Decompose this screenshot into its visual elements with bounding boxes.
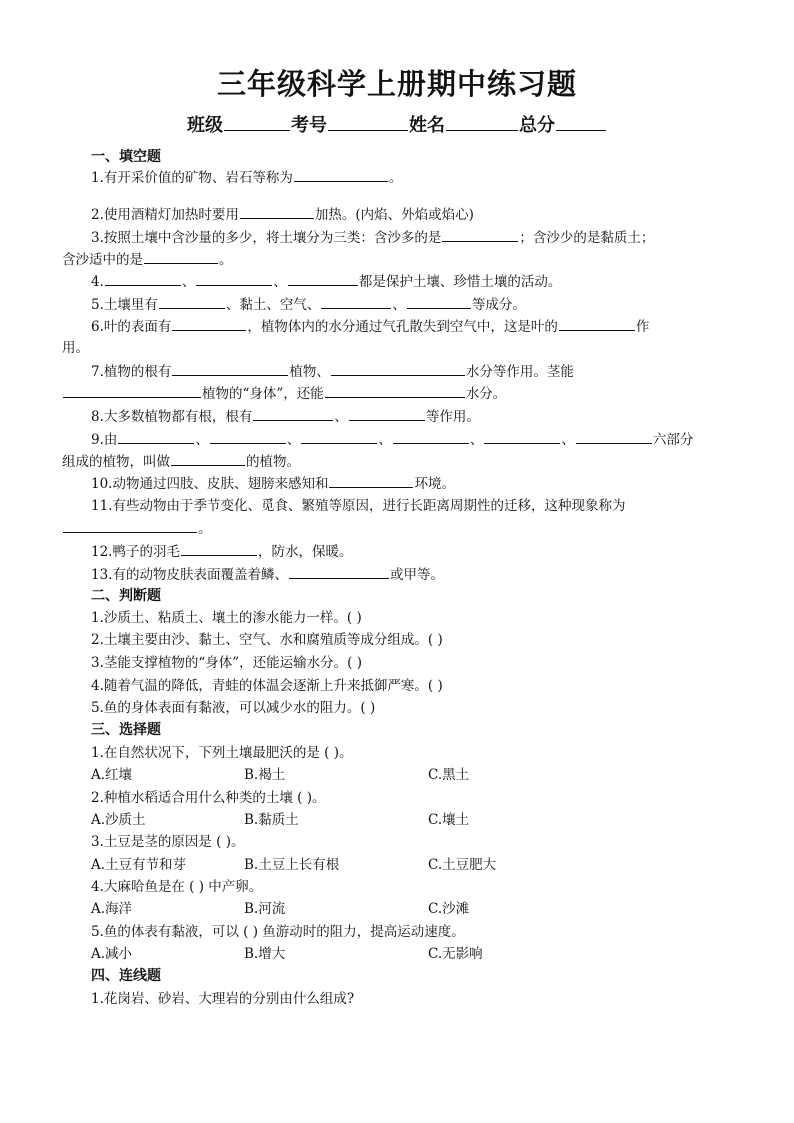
option-a: A.沙质土 — [91, 812, 146, 828]
match-question-1: 1.花岗岩、砂岩、大理岩的分别由什么组成? — [91, 991, 355, 1007]
fill-question-4: 4. 、 、 都是保护土壤、珍惜土壤的活动。 — [91, 270, 771, 293]
section-heading-fill: 一、填空题 — [91, 149, 161, 165]
fill-question-7: 7.植物的根有 植物、 水分等作用。茎能 — [91, 360, 771, 383]
page-title: 三年级科学上册期中练习题 — [216, 67, 577, 101]
option-a: A.红壤 — [91, 767, 133, 783]
choice-question-1: 1.在自然状况下，下列土壤最肥沃的是 ( )。 — [91, 745, 353, 761]
fill-question-13: 13.有的动物皮肤表面覆盖着鳞、 或甲等。 — [91, 563, 771, 586]
option-b: B.土豆上长有根 — [244, 857, 340, 873]
section-heading-judge: 二、判断题 — [91, 588, 161, 604]
fill-question-9-cont: 组成的植物，叫做 的植物。 — [62, 450, 742, 473]
name-blank — [446, 114, 518, 131]
fill-question-6-cont: 用。 — [62, 340, 89, 356]
option-c: C.无影响 — [428, 946, 483, 962]
option-b: B.增大 — [244, 946, 286, 962]
judge-question-1: 1.沙质土、粘质土、壤土的渗水能力一样。( ) — [91, 610, 362, 626]
option-b: B.褐土 — [244, 767, 286, 783]
fill-question-12: 12.鸭子的羽毛 ，防水，保暖。 — [91, 540, 771, 563]
option-c: C.沙滩 — [428, 901, 470, 917]
section-heading-choice: 三、选择题 — [91, 722, 161, 738]
student-info-row — [0, 111, 794, 137]
exam-no-label: 考号 — [291, 115, 327, 136]
section-heading-match: 四、连线题 — [91, 968, 161, 984]
fill-question-2: 2.使用酒精灯加热时要用 加热。(内焰、外焰或焰心) — [91, 203, 771, 226]
fill-question-3: 3.按照土壤中含沙量的多少，将土壤分为三类：含沙多的是 ；含沙少的是黏质土； — [91, 226, 771, 249]
option-b: B.黏质土 — [244, 812, 299, 828]
fill-question-3-cont: 含沙适中的是 。 — [62, 248, 742, 271]
fill-question-11-cont: 。 — [62, 517, 742, 540]
choice-question-5: 5.鱼的体表有黏液，可以 ( ) 鱼游动时的阻力，提高运动速度。 — [91, 924, 465, 940]
judge-question-4: 4.随着气温的降低，青蛙的体温会逐渐上升来抵御严寒。( ) — [91, 678, 443, 694]
judge-question-3: 3.茎能支撑植物的“身体”，还能运输水分。( ) — [91, 655, 363, 671]
fill-question-11: 11.有些动物由于季节变化、觅食、繁殖等原因，进行长距离周期性的迁移，这种现象称为 — [91, 498, 626, 514]
fill-question-1: 1.有开采价值的矿物、岩石等称为 。 — [91, 166, 771, 189]
fill-question-5: 5.土壤里有 、黏土、空气、 、 等成分。 — [91, 293, 771, 316]
fill-question-7-cont: 植物的“身体”，还能 水分。 — [62, 382, 742, 405]
option-c: C.土豆肥大 — [428, 857, 497, 873]
class-blank — [224, 114, 290, 131]
option-a: A.海洋 — [91, 901, 133, 917]
option-c: C.黑土 — [428, 767, 470, 783]
exam-no-blank — [328, 114, 408, 131]
option-b: B.河流 — [244, 901, 286, 917]
judge-question-2: 2.土壤主要由沙、黏土、空气、水和腐殖质等成分组成。( ) — [91, 632, 443, 648]
choice-question-4: 4.大麻哈鱼是在 ( ) 中产卵。 — [91, 879, 263, 895]
score-blank — [556, 114, 606, 131]
choice-question-3: 3.土豆是茎的原因是 ( )。 — [91, 834, 245, 850]
option-c: C.壤土 — [428, 812, 470, 828]
choice-question-2: 2.种植水稻适合用什么种类的土壤 ( )。 — [91, 790, 326, 806]
fill-question-10: 10.动物通过四肢、皮肤、翅膀来感知和 环境。 — [91, 472, 771, 495]
fill-question-9: 9.由 、 、 、 、 、 六部分 — [91, 428, 771, 451]
option-a: A.土豆有节和芽 — [91, 857, 187, 873]
name-label: 姓名 — [409, 115, 445, 136]
score-label: 总分 — [519, 115, 555, 136]
fill-question-6: 6.叶的表面有 ，植物体内的水分通过气孔散失到空气中，这是叶的 作 — [91, 315, 771, 338]
option-a: A.减小 — [91, 946, 133, 962]
fill-question-8: 8.大多数植物都有根，根有 、 等作用。 — [91, 405, 771, 428]
class-label: 班级 — [187, 115, 223, 136]
judge-question-5: 5.鱼的身体表面有黏液，可以减少水的阻力。( ) — [91, 700, 376, 716]
